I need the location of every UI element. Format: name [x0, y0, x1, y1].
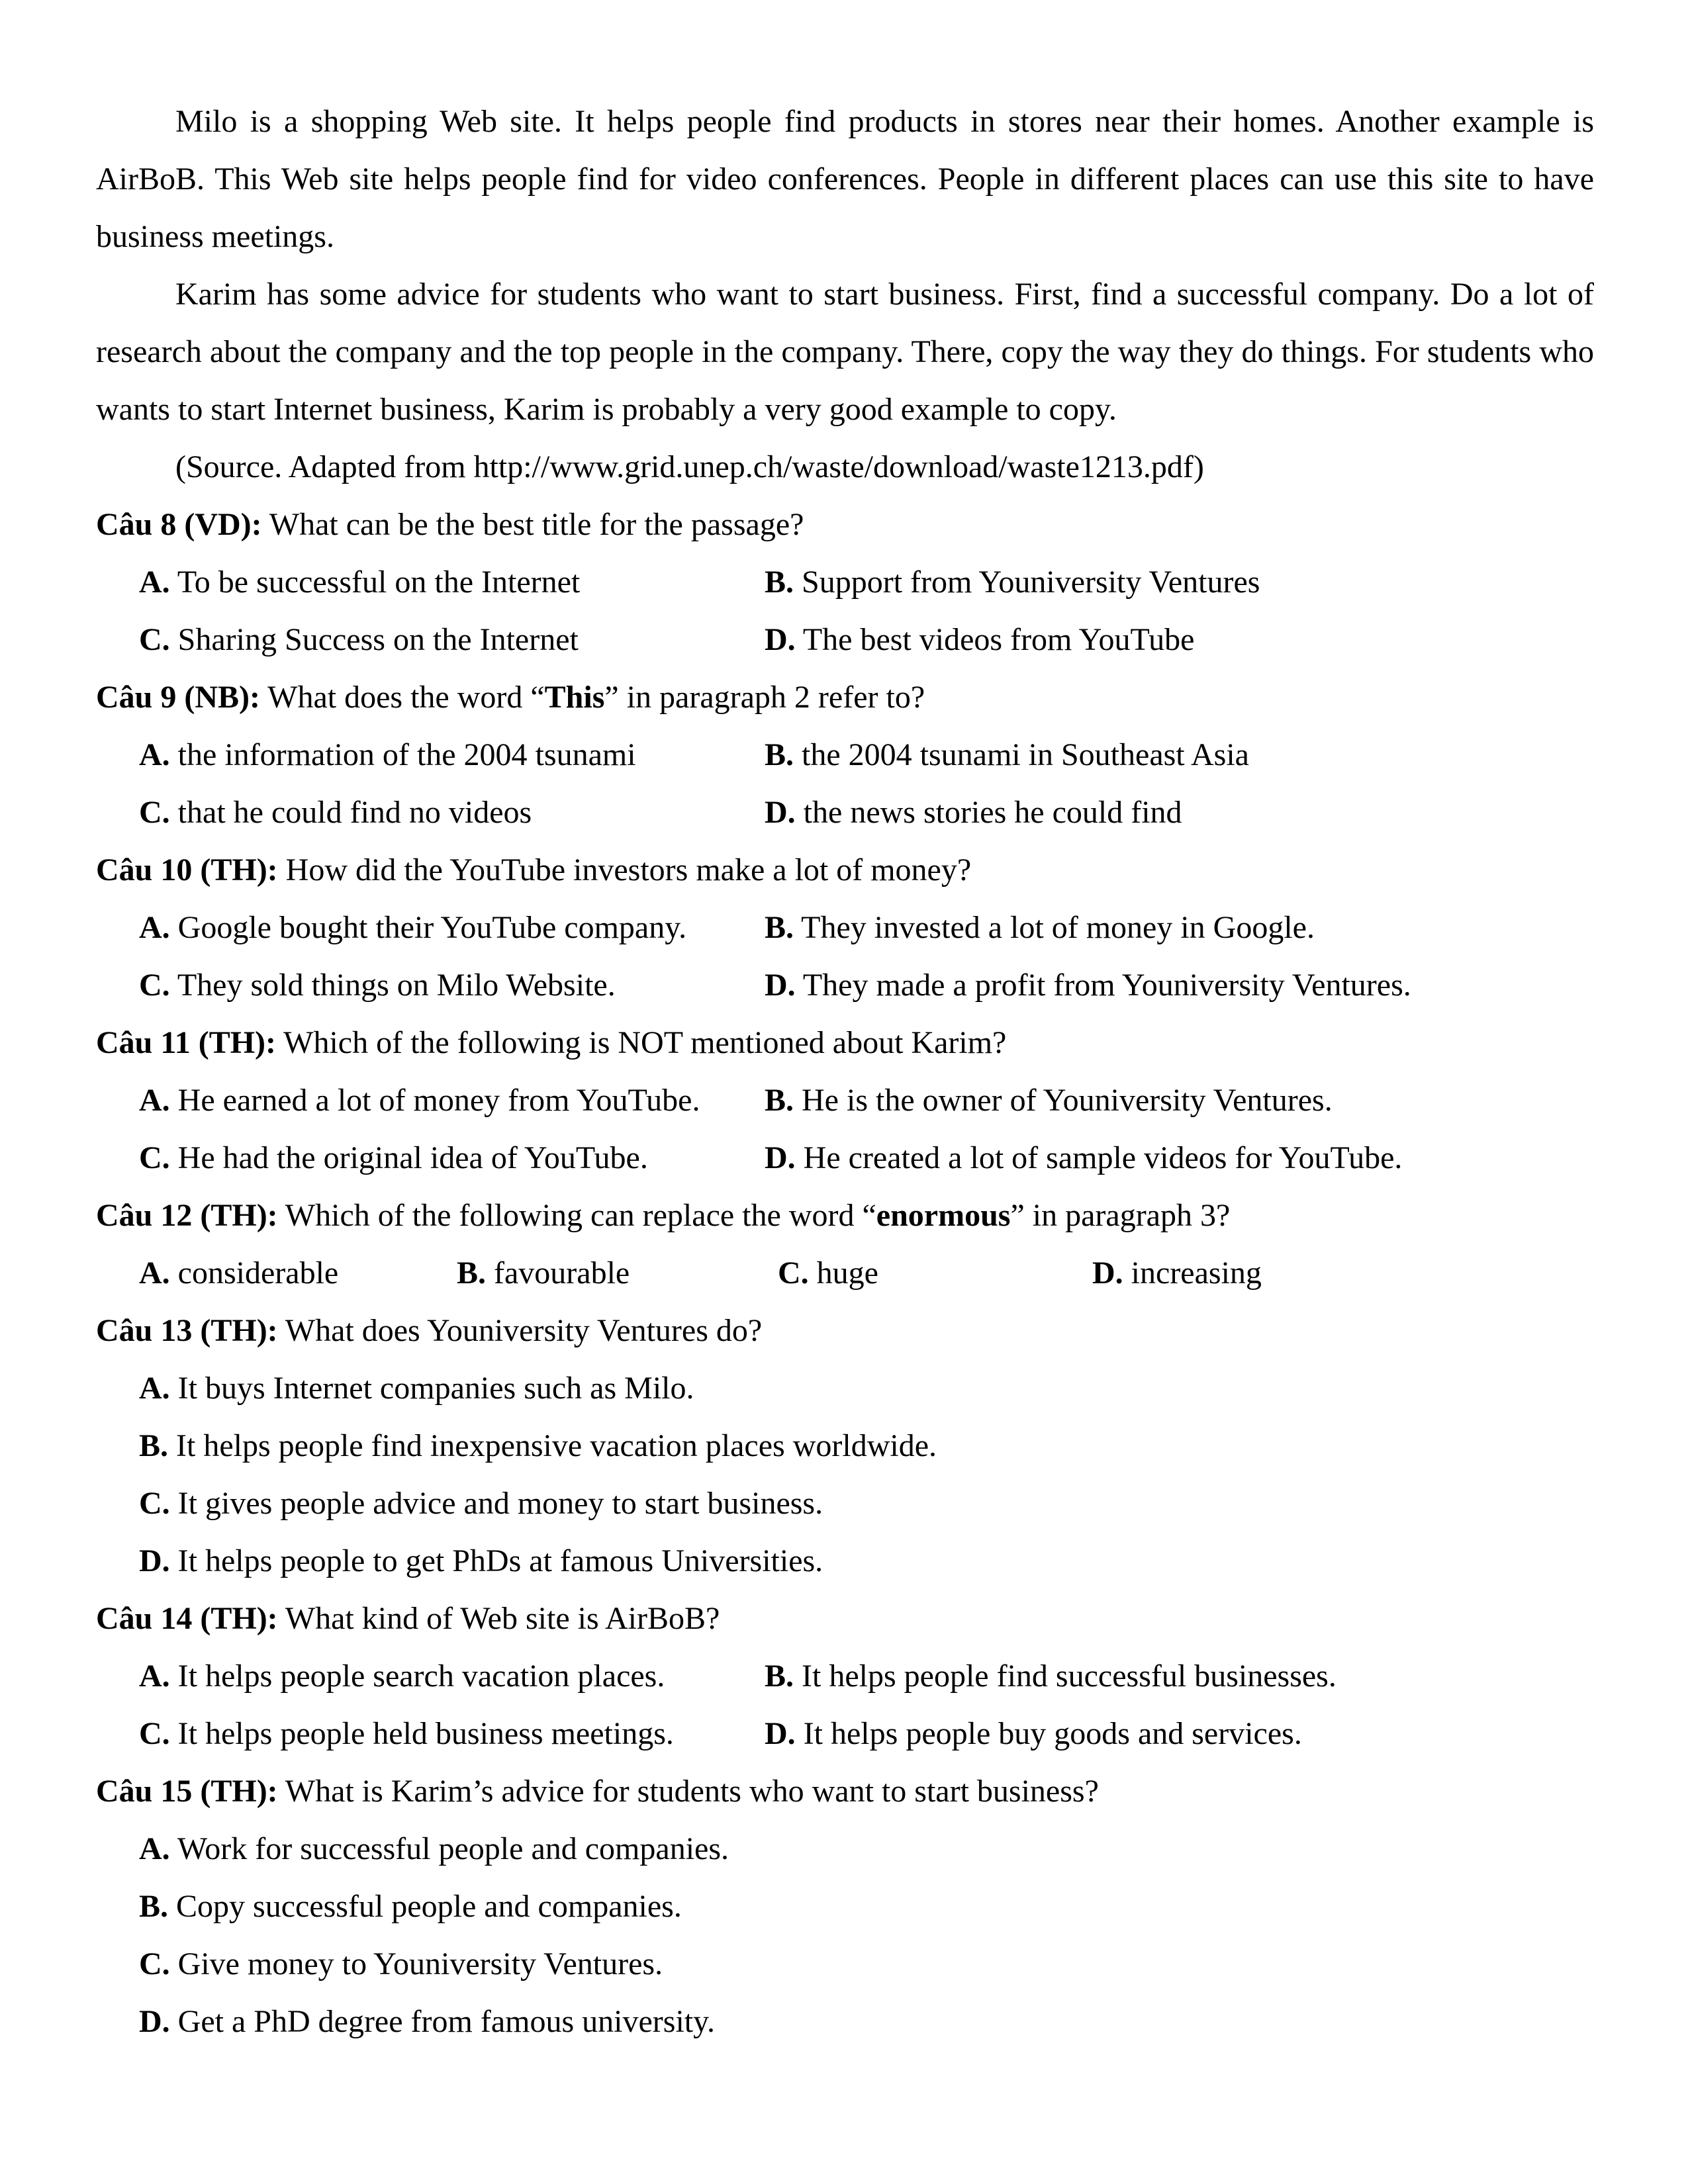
option-text: He had the original idea of YouTube. [177, 1140, 648, 1175]
question-15 [96, 1762, 1594, 1820]
option-text: the information of the 2004 tsunami [177, 737, 636, 772]
option-letter: D. [765, 968, 796, 1003]
option-text: The best videos from YouTube [802, 622, 1195, 657]
question-15-option-a [139, 1820, 1594, 1878]
option-text: considerable [177, 1255, 339, 1291]
question-12 [96, 1187, 1594, 1244]
option-text: Work for successful people and companies. [177, 1831, 729, 1866]
option-text: that he could find no videos [177, 795, 532, 830]
question-12-text-after: ” in paragraph 3? [1010, 1198, 1231, 1233]
question-14-option-c [139, 1705, 765, 1762]
question-9-label: Câu 9 (NB): [96, 680, 260, 715]
question-13-text: What does Youniversity Ventures do? [277, 1313, 763, 1348]
question-9-option-c [139, 784, 765, 841]
passage-paragraph-1: Milo is a shopping Web site. It helps people find products in stores near their homes. Another example is AirBoB. This Web site helps people find for video conferences. People in different places can use this site to have business meetings. [96, 104, 1594, 254]
question-8-option-d [765, 611, 1594, 668]
option-letter: B. [765, 910, 794, 945]
option-text: He is the owner of Youniversity Ventures. [802, 1083, 1333, 1118]
question-15-option-d [139, 1993, 1594, 2050]
option-letter: A. [139, 1831, 170, 1866]
option-text: It helps people buy goods and services. [803, 1716, 1302, 1751]
question-13 [96, 1302, 1594, 1359]
option-text: Google bought their YouTube company. [177, 910, 687, 945]
question-12-option-a [139, 1244, 457, 1302]
question-10 [96, 841, 1594, 899]
option-text: It gives people advice and money to start business. [177, 1486, 823, 1521]
option-letter: A. [139, 1371, 170, 1406]
option-text: Give money to Youniversity Ventures. [177, 1946, 663, 1981]
question-8-text: What can be the best title for the passage? [261, 507, 804, 542]
option-letter: D. [139, 2004, 170, 2039]
option-letter: B. [765, 737, 794, 772]
question-8-label: Câu 8 (VD): [96, 507, 262, 542]
option-letter: C. [139, 968, 170, 1003]
question-11-option-d [765, 1129, 1594, 1187]
option-letter: C. [778, 1255, 809, 1291]
question-14-option-b [765, 1647, 1594, 1705]
option-letter: D. [139, 1543, 170, 1578]
option-letter: A. [139, 910, 170, 945]
option-letter: C. [139, 622, 170, 657]
question-9-text-after: ” in paragraph 2 refer to? [604, 680, 925, 715]
option-text: the 2004 tsunami in Southeast Asia [802, 737, 1249, 772]
question-11-text: Which of the following is NOT mentioned about Karim? [276, 1025, 1007, 1060]
question-15-options [96, 1820, 1594, 2050]
option-letter: C. [139, 1716, 170, 1751]
option-text: They invested a lot of money in Google. [801, 910, 1315, 945]
question-11-option-a [139, 1071, 765, 1129]
question-11-option-b [765, 1071, 1594, 1129]
option-letter: B. [765, 1659, 794, 1694]
question-9 [96, 668, 1594, 726]
question-12-label: Câu 12 (TH): [96, 1198, 278, 1233]
question-13-option-b [139, 1417, 1594, 1475]
question-14-option-d [765, 1705, 1594, 1762]
option-text: Copy successful people and companies. [176, 1889, 682, 1924]
option-letter: D. [765, 795, 796, 830]
option-letter: A. [139, 565, 170, 600]
question-15-option-b [139, 1878, 1594, 1935]
question-12-bold-word: enormous [876, 1198, 1011, 1233]
option-text: They made a profit from Youniversity Ventures. [802, 968, 1411, 1003]
option-text: Get a PhD degree from famous university. [177, 2004, 716, 2039]
option-text: favourable [494, 1255, 630, 1291]
question-11-options [96, 1071, 1594, 1187]
passage-paragraph-2: Karim has some advice for students who want to start business. First, find a successful company. Do a lot of research about the company and the top people in the company. There, copy the way they do things. For students who wants to start Internet business, Karim is probably a very good example to copy. [96, 277, 1594, 427]
question-10-option-c [139, 956, 765, 1014]
question-15-option-c [139, 1935, 1594, 1993]
option-text: Support from Youniversity Ventures [802, 565, 1260, 600]
option-letter: B. [765, 565, 794, 600]
option-text: It helps people find successful businesses. [802, 1659, 1336, 1694]
question-10-option-b [765, 899, 1594, 956]
question-9-option-a [139, 726, 765, 784]
option-letter: A. [139, 737, 170, 772]
question-12-option-b [457, 1244, 778, 1302]
question-12-option-c [778, 1244, 1092, 1302]
question-8-options [96, 553, 1594, 668]
question-8 [96, 496, 1594, 553]
question-14-text: What kind of Web site is AirBoB? [277, 1601, 720, 1636]
option-text: It helps people search vacation places. [177, 1659, 665, 1694]
option-text: the news stories he could find [803, 795, 1182, 830]
question-15-label: Câu 15 (TH): [96, 1774, 278, 1809]
option-letter: D. [765, 1140, 796, 1175]
question-9-bold-word: This [544, 680, 605, 715]
question-13-option-c [139, 1475, 1594, 1532]
option-text: increasing [1131, 1255, 1262, 1291]
question-12-options [96, 1244, 1594, 1302]
option-letter: D. [765, 1716, 796, 1751]
option-text: huge [816, 1255, 878, 1291]
option-letter: C. [139, 1946, 170, 1981]
question-8-option-b [765, 553, 1594, 611]
option-text: To be successful on the Internet [177, 565, 581, 600]
passage-source-line: (Source. Adapted from http://www.grid.unep.ch/waste/download/waste1213.pdf) [175, 449, 1204, 484]
question-14 [96, 1590, 1594, 1647]
option-letter: C. [139, 1140, 170, 1175]
question-15-text: What is Karim’s advice for students who want to start business? [277, 1774, 1099, 1809]
question-9-text: What does the word “ [260, 680, 545, 715]
question-10-option-a [139, 899, 765, 956]
question-13-label: Câu 13 (TH): [96, 1313, 278, 1348]
option-letter: B. [765, 1083, 794, 1118]
question-10-text: How did the YouTube investors make a lot of money? [277, 852, 972, 887]
option-letter: D. [765, 622, 796, 657]
question-13-option-d [139, 1532, 1594, 1590]
question-14-option-a [139, 1647, 765, 1705]
question-8-option-c [139, 611, 765, 668]
option-letter: A. [139, 1255, 170, 1291]
option-letter: C. [139, 1486, 170, 1521]
option-text: It helps people held business meetings. [177, 1716, 674, 1751]
question-11 [96, 1014, 1594, 1071]
question-10-option-d [765, 956, 1594, 1014]
option-text: It buys Internet companies such as Milo. [177, 1371, 694, 1406]
question-9-options [96, 726, 1594, 841]
question-13-options [96, 1359, 1594, 1590]
question-11-option-c [139, 1129, 765, 1187]
question-14-label: Câu 14 (TH): [96, 1601, 278, 1636]
option-text: It helps people find inexpensive vacation places worldwide. [176, 1428, 937, 1463]
option-text: He created a lot of sample videos for YouTube. [803, 1140, 1403, 1175]
option-text: Sharing Success on the Internet [177, 622, 579, 657]
question-11-label: Câu 11 (TH): [96, 1025, 277, 1060]
question-14-options [96, 1647, 1594, 1762]
option-letter: B. [457, 1255, 487, 1291]
option-letter: D. [1092, 1255, 1123, 1291]
option-letter: A. [139, 1659, 170, 1694]
question-8-option-a [139, 553, 765, 611]
option-text: It helps people to get PhDs at famous Universities. [177, 1543, 823, 1578]
question-9-option-d [765, 784, 1594, 841]
option-letter: C. [139, 795, 170, 830]
question-12-option-d [1092, 1244, 1594, 1302]
option-text: They sold things on Milo Website. [177, 968, 616, 1003]
question-12-text: Which of the following can replace the word “ [277, 1198, 876, 1233]
question-13-option-a [139, 1359, 1594, 1417]
option-letter: A. [139, 1083, 170, 1118]
question-9-option-b [765, 726, 1594, 784]
question-10-label: Câu 10 (TH): [96, 852, 278, 887]
option-letter: B. [139, 1889, 169, 1924]
option-text: He earned a lot of money from YouTube. [177, 1083, 700, 1118]
question-10-options [96, 899, 1594, 1014]
option-letter: B. [139, 1428, 169, 1463]
